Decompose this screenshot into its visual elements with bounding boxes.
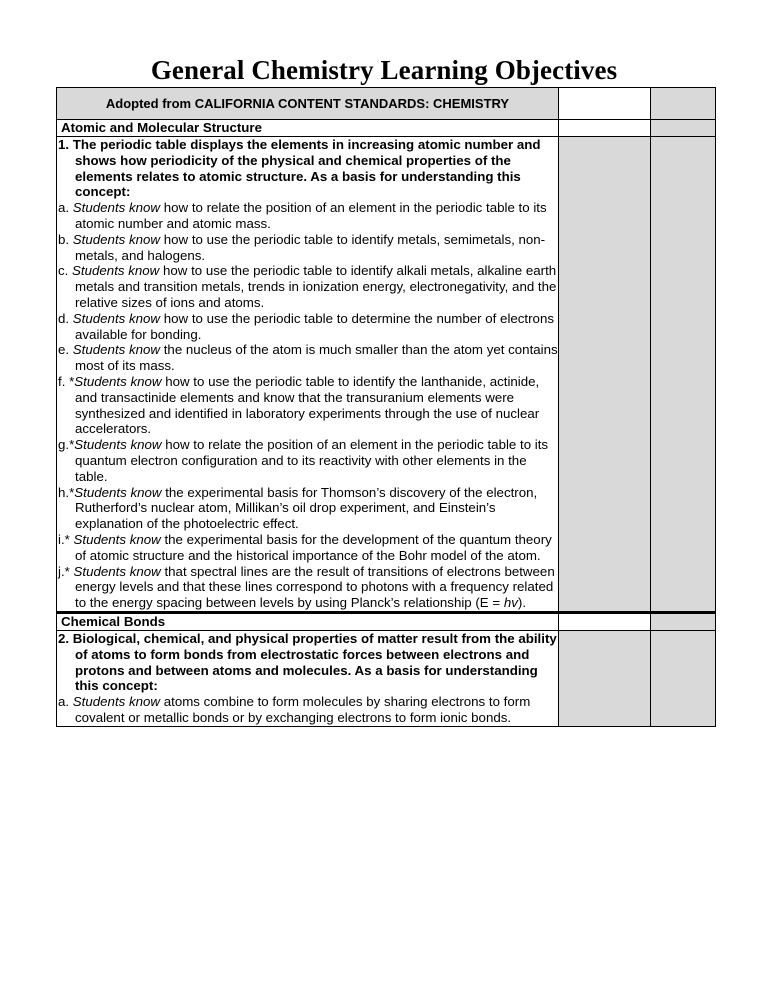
list-item: b. Students know how to use the periodic table to identify metals, semimetals, non-metals, and halogens. [58,231,546,263]
objectives-table [56,87,716,727]
table-header-row [57,88,716,120]
check-cell [559,137,651,613]
blank-cell-shaded [651,120,716,137]
section-heading: Chemical Bonds [57,612,559,630]
check-cell-shaded [651,630,716,726]
check-cell-shaded [651,137,716,613]
header-blank-cell-shaded [651,88,716,120]
list-item: a. Students know atoms combine to form molecules by sharing electrons to form covalent or metallic bonds or by exchanging electrons to form ionic bonds. [58,694,531,725]
header-blank-cell [559,88,651,120]
blank-cell [559,120,651,137]
list-item: g.*Students know how to relate the position of an element in the periodic table to its quantum electron configuration and to its reactivity with other elements in the table. [58,437,549,484]
document-title: General Chemistry Learning Objectives [150,55,618,85]
list-item: a. Students know how to relate the position of an element in the periodic table to its atomic number and atomic mass. [58,200,547,231]
standard-statement: 1. The periodic table displays the elements in increasing atomic number and shows how periodicity of the physical and chemical properties of the elements relates to atomic structure. As a basis for understanding this concept: [58,137,541,200]
list-item: f. *Students know how to use the periodic table to identify the lanthanide, actinide, and transactinide elements and know that the transuranium elements were synthesized and identified in laboratory experiments through the use of nuclear accelerators. [58,373,540,437]
section-body [57,137,559,613]
section-body [57,630,559,726]
blank-cell-shaded [651,612,716,630]
list-item: e. Students know the nucleus of the atom is much smaller than the atom yet contains most of its mass. [58,342,558,374]
header-label: Adopted from CALIFORNIA CONTENT STANDARDS: CHEMISTRY [57,88,559,120]
section-body-row [57,137,716,613]
section-heading: Atomic and Molecular Structure [57,120,559,137]
blank-cell [559,612,651,630]
list-item: c. Students know how to use the periodic table to identify alkali metals, alkaline earth metals and transition metals, trends in ionization energy, electronegativity, and the relative sizes of ions and atoms. [58,263,557,310]
list-item: i.* Students know the experimental basis for the development of the quantum theory of atomic structure and the historical importance of the Bohr model of the atom. [58,531,552,563]
section-heading-row [57,612,716,630]
standard-statement: 2. Biological, chemical, and physical properties of matter result from the ability of atoms to form bonds from electrostatic forces between electrons and protons and between atoms and molecules. As a basis for understanding this concept: [58,630,557,694]
list-item: d. Students know how to use the periodic table to determine the number of electrons available for bonding. [58,310,554,342]
section-body-row [57,630,716,726]
list-item: h.*Students know the experimental basis for Thomson’s discovery of the electron, Rutherford’s nuclear atom, Millikan’s oil drop experiment, and Einstein’s explanation of the photoelectric effect. [58,484,538,532]
section-heading-row [57,120,716,137]
check-cell [559,630,651,726]
list-item: j.* Students know that spectral lines are the result of transitions of electrons between energy levels and that these lines correspond to photons with a frequency related to the energy spacing between levels by using Planck’s relationship (E = hv). [58,563,555,611]
